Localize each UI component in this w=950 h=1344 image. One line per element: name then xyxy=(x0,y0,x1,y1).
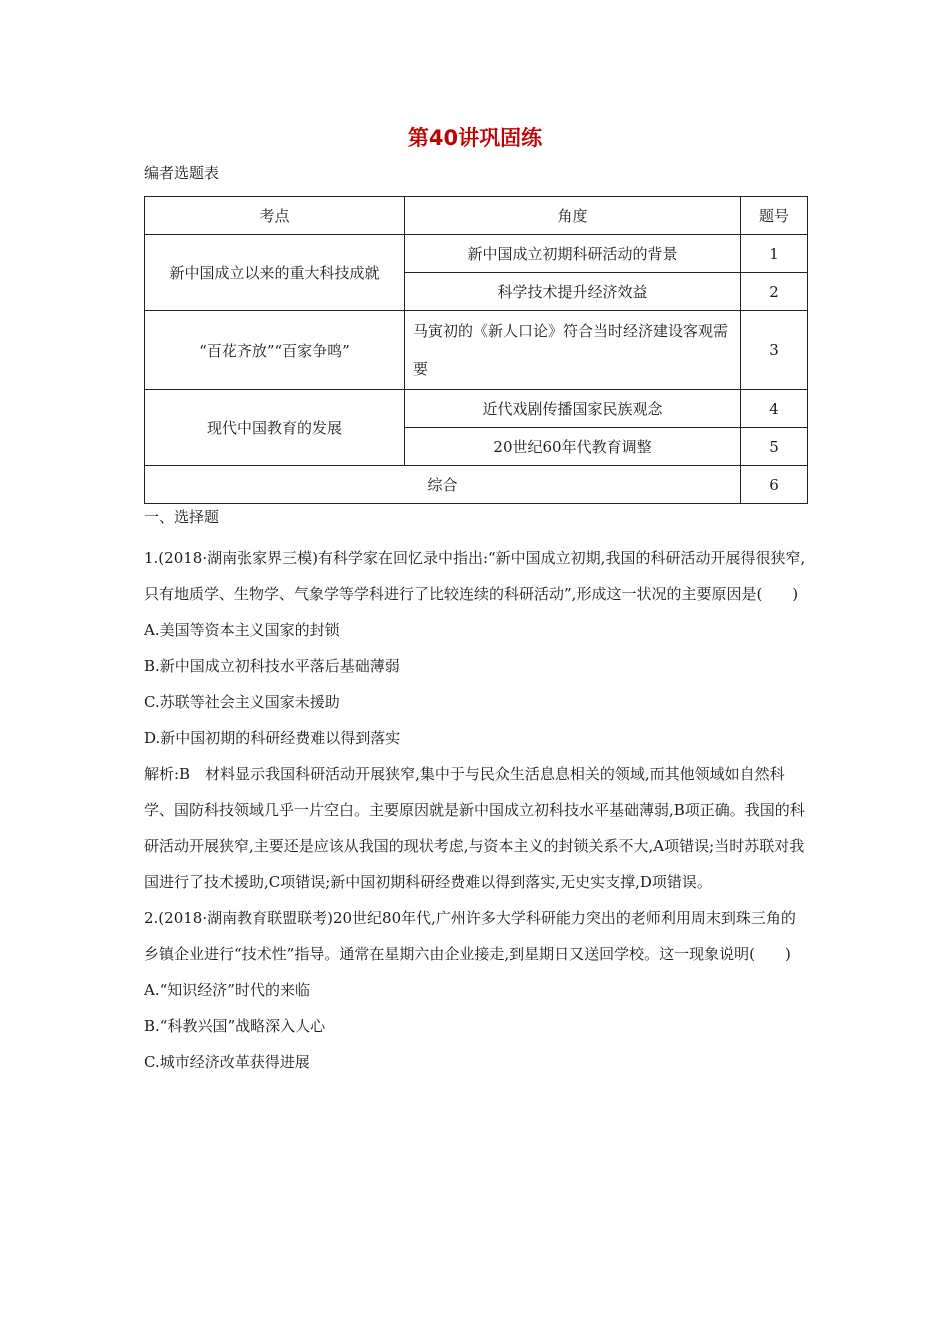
number-cell: 6 xyxy=(741,466,808,504)
angle-cell: 新中国成立初期科研活动的背景 xyxy=(405,235,741,273)
table-caption: 编者选题表 xyxy=(144,164,220,182)
angle-cell: 科学技术提升经济效益 xyxy=(405,273,741,311)
summary-cell: 综合 xyxy=(145,466,741,504)
angle-cell: 近代戏剧传播国家民族观念 xyxy=(405,390,741,428)
number-cell: 1 xyxy=(741,235,808,273)
section-title: 一、选择题 xyxy=(144,508,220,526)
question-2-stem: 2.(2018·湖南教育联盟联考)20世纪80年代,广州许多大学科研能力突出的老师利用周末到珠三角的乡镇企业进行“技术性”指导。通常在星期六由企业接走,到星期日又送回学校。这一现象说明( ) xyxy=(144,909,796,963)
header-angle: 角度 xyxy=(405,197,741,235)
table-header-row xyxy=(145,197,808,235)
number-cell: 2 xyxy=(741,273,808,311)
question-2-option-b: B.“科教兴国”战略深入人心 xyxy=(144,1017,326,1035)
table-row xyxy=(145,311,808,390)
table-summary-row xyxy=(145,466,808,504)
page-title: 第40讲巩固练 xyxy=(407,126,543,150)
angle-cell: 马寅初的《新人口论》符合当时经济建设客观需要 xyxy=(405,311,741,390)
question-1-option-a: A.美国等资本主义国家的封锁 xyxy=(144,621,340,639)
topic-cell: 新中国成立以来的重大科技成就 xyxy=(145,235,405,311)
question-2-option-c: C.城市经济改革获得进展 xyxy=(144,1053,310,1071)
table-row xyxy=(145,235,808,273)
topic-cell: “百花齐放”“百家争鸣” xyxy=(145,311,405,390)
header-number: 题号 xyxy=(741,197,808,235)
topic-selection-table xyxy=(144,196,808,504)
number-cell: 3 xyxy=(741,311,808,390)
question-2-option-a: A.“知识经济”时代的来临 xyxy=(144,981,310,999)
question-1-option-b: B.新中国成立初科技水平落后基础薄弱 xyxy=(144,657,400,675)
angle-cell: 20世纪60年代教育调整 xyxy=(405,428,741,466)
question-1-stem: 1.(2018·湖南张家界三模)有科学家在回忆录中指出:“新中国成立初期,我国的科研活动开展得很狭窄,只有地质学、生物学、气象学等学科进行了比较连续的科研活动”,形成这一状况的主要原因是( ) xyxy=(144,549,806,603)
questions-block xyxy=(144,540,810,1080)
question-1-option-c: C.苏联等社会主义国家未援助 xyxy=(144,693,340,711)
topic-cell: 现代中国教育的发展 xyxy=(145,390,405,466)
number-cell: 5 xyxy=(741,428,808,466)
table-row xyxy=(145,390,808,428)
number-cell: 4 xyxy=(741,390,808,428)
question-1-analysis: 解析:B 材料显示我国科研活动开展狭窄,集中于与民众生活息息相关的领域,而其他领域如自然科学、国防科技领域几乎一片空白。主要原因就是新中国成立初科技水平基础薄弱,B项正确。我国的科研活动开展狭窄,主要还是应该从我国的现状考虑,与资本主义的封锁关系不大,A项错误;当时苏联对我国进行了技术援助,C项错误;新中国初期科研经费难以得到落实,无史实支撑,D项错误。 xyxy=(144,765,805,891)
header-topic: 考点 xyxy=(145,197,405,235)
question-1-option-d: D.新中国初期的科研经费难以得到落实 xyxy=(144,729,401,747)
